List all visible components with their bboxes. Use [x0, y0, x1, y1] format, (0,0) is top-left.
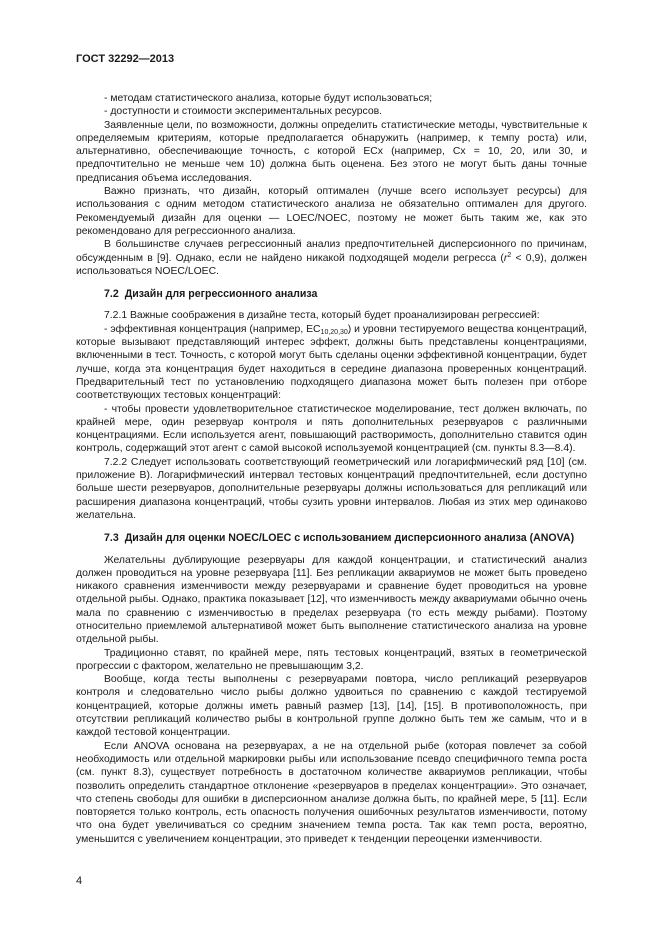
paragraph: - методам статистического анализа, которые будут использоваться; — [104, 93, 433, 104]
variable: r — [503, 252, 508, 264]
paragraph: 7.2.2 Следует использовать соответствующий геометрический или логарифмический ряд [10] (см. приложение В). Логарифмический интервал тестовых концентраций предпочтительней, если доступно больше шести резервуаров, дополнительные резервуары должны использоваться для репликаций или расширения диапазона концентраций, чтобы сузить уровни интервалов. Любая из этих мер одинаково желательна. — [76, 456, 587, 521]
paragraph: Важно признать, что дизайн, который оптимален (лучше всего использует ресурсы) для использования с одним методом статистического анализа не обязательно оптимален для другого. Рекомендуемый дизайн для оценки — LOEC/NOEC, поэтому не может быть таким же, как это рекомендовано для регрессионного анализа. — [76, 186, 587, 237]
document-header: ГОСТ 32292—2013 — [76, 53, 175, 65]
section-title: Дизайн для оценки NOEC/LOEC с использованием дисперсионного анализа (ANOVA) — [124, 532, 575, 545]
paragraph: - чтобы провести удовлетворительное статистическое моделирование, тест должен включать, по крайней мере, один резервуар контроля и пять дополнительных резервуаров с различными концентрациями. Если используется агент, повышающий растворимость, дополнительно ставится один контроль, содержащий этот агент с самой высокой используемой концентрацией (см. пункты 8.3—8.4). — [76, 403, 587, 455]
section-heading — [76, 288, 587, 301]
paragraph — [76, 238, 587, 278]
paragraph: Традиционно ставят, по крайней мере, пять тестовых концентраций, взятых в геометрической прогрессии с фактором, желательно не превышающим 3,2. — [76, 647, 587, 672]
section-number: 7.3 — [104, 532, 119, 545]
text-segment: ) и уровни тестируемого вещества концентраций, которые вызывают представляющий интерес эффект, должны быть представлены концентрациями, включенными в тест. Точность, с которой могут быть сделаны оценки эффективной концентрации, будет лучше, когда эта концентрация будет находиться в середине диапазона проверенных концентраций. Предварительный тест по установлению подходящего диапазона может быть полезен при отборе соответствующих тестовых концентраций: — [76, 323, 588, 402]
text-segment: В большинстве случаев регрессионный анализ предпочтительней дисперсионного по причинам, обсужденным в [9]. Однако, если не найдено никакой подходящей модели регресса ( — [76, 239, 587, 264]
paragraph: - доступности и стоимости экспериментальных ресурсов. — [104, 106, 383, 118]
document-body — [76, 92, 587, 846]
page-number: 4 — [76, 875, 83, 887]
section-heading — [76, 532, 587, 545]
paragraph: Если ANOVA основана на резервуарах, а не на отдельной рыбе (которая повлечет за собой необходимость или отдельной маркировки рыбы или использование псевдо специфичного темпа роста (см. пункт 8.3), существует потребность в достаточном количестве аквариумов репликации, чтобы позволить определить стандартное отклонение «резервуаров в пределах концентрации». Это означает, что степень свободы для ошибки в дисперсионном анализе должна быть, по крайней мере, 5 [11]. Если повторяется только контроль, есть опасность получения ошибочных результатов изменчивости, потому что она будет увеличиваться со средним значением темпа роста. Так как темп роста, вероятно, уменьшится с увеличением концентрации, это приведет к тенденции переоценки изменчивости. — [76, 740, 587, 845]
text-segment: < 0,9), должен использоваться NOEC/LOEC. — [76, 252, 587, 277]
paragraph: Желательны дублирующие резервуары для каждой концентрации, и статистический анализ должен проводиться на уровне резервуара [11]. Без репликации аквариумов не может быть проведено никакого сравнения изменчивости между резервуарами и сравнение будет проводиться на уровне отдельной рыбы. Однако, практика показывает [12], что изменчивость между аквариумами обычно очень мала по сравнению с изменчивостью в пределах резервуара (то есть между рыбами). Поэтому относительно приемлемой альтернативой может быть выполнение статистического анализа на уровне отдельной рыбы. — [76, 554, 587, 646]
superscript: 2 — [507, 251, 512, 259]
subscript: 10,20,30 — [320, 328, 348, 336]
text-segment: - эффективная концентрация (например, EC — [104, 323, 321, 335]
paragraph: 7.2.1 Важные соображения в дизайне теста, который будет проанализирован регрессией: — [104, 310, 540, 322]
paragraph: Вообще, когда тесты выполнены с резервуарами повтора, число репликаций резервуаров контроля и следовательно число рыбы должно удвоиться по сравнению с каждой тестируемой концентрацией, которые должны иметь равный размер [13], [14], [15]. В противоположность, при отсутствии репликаций количество рыбы в контрольной группе должно быть тем же самым, что и в каждой тестовой концентрации. — [76, 674, 587, 739]
paragraph — [76, 323, 587, 403]
section-title: Дизайн для регрессионного анализа — [124, 288, 318, 301]
section-number: 7.2 — [104, 288, 119, 301]
paragraph: Заявленные цели, по возможности, должны определить статистические методы, чувствительные к определяемым критериям, которые предполагается обнаружить (например, к темпу роста) или, альтернативно, обеспечивающие точность, с которой ECх (например, Cх = 10, 20, или 30, и предпочтительно не меньше чем 10) должна быть оценена. Без этого не могут быть даны точные предписания объема исследования. — [76, 119, 587, 184]
